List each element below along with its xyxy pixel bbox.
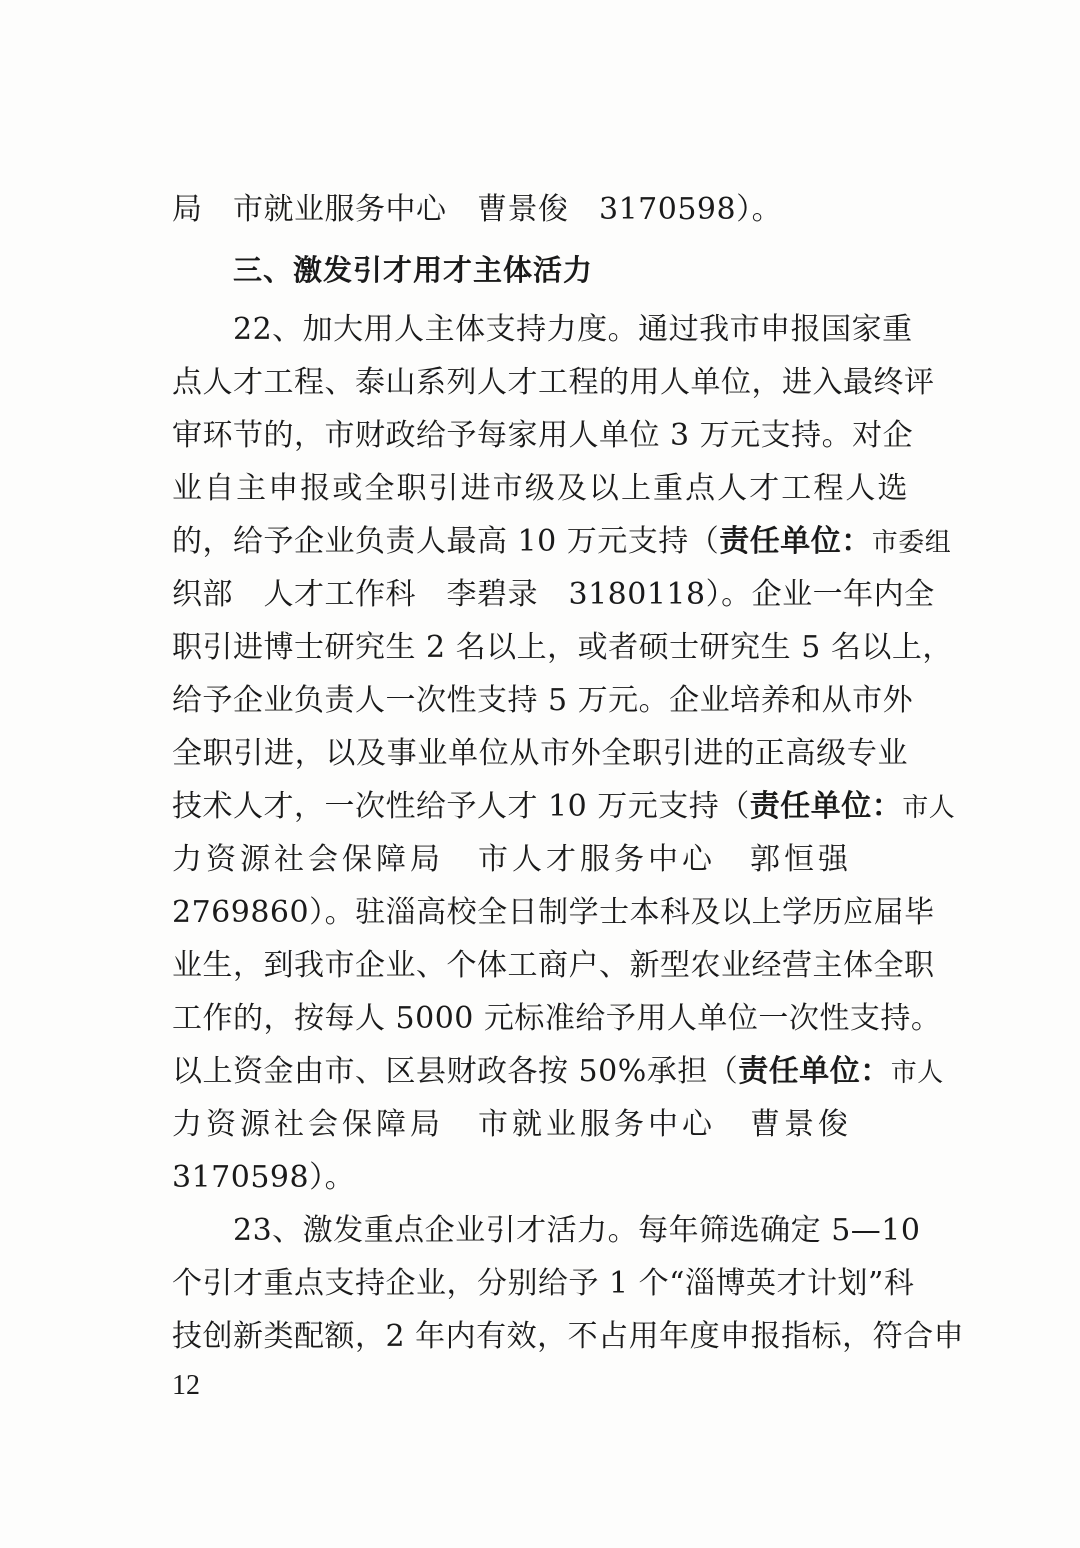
line-text: 点人才工程、泰山系列人才工程的用人单位，进入最终评 [172, 365, 935, 400]
paragraph-line [172, 522, 952, 562]
paragraph-line [172, 787, 956, 827]
paragraph-line [172, 734, 908, 774]
line-text: 技创新类配额，2 年内有效，不占用年度申报指标，符合申 [172, 1319, 965, 1354]
line-text: 市人 [890, 1058, 944, 1088]
paragraph-line [172, 416, 914, 456]
line-text: 3170598）。 [172, 1160, 356, 1195]
line-text: 市委组 [871, 528, 952, 558]
line-text: 力资源社会保障局 市就业服务中心 曹景俊 [172, 1107, 852, 1142]
line-text: 2769860）。驻淄高校全日制学士本科及以上学历应届毕 [172, 895, 935, 930]
line-text: 审环节的，市财政给予每家用人单位 3 万元支持。对企 [172, 418, 914, 453]
line-text: 给予企业负责人一次性支持 5 万元。企业培养和从市外 [172, 683, 914, 718]
paragraph-line [172, 1052, 944, 1092]
line-text: 工作的，按每人 5000 元标准给予用人单位一次性支持。 [172, 1001, 942, 1036]
responsible-unit-label: 责任单位： [738, 1054, 891, 1089]
line-text: 个引才重点支持企业，分别给予 1 个“淄博英才计划”科 [172, 1266, 915, 1301]
line-text: 市人 [902, 793, 956, 823]
paragraph-line [172, 1264, 915, 1304]
line-text: 23、激发重点企业引才活力。每年筛选确定 5—10 [233, 1213, 921, 1248]
paragraph-line [233, 1211, 921, 1251]
paragraph-line [172, 999, 942, 1039]
paragraph-line [172, 190, 908, 230]
paragraph-line [172, 681, 914, 721]
line-text: 业生，到我市企业、个体工商户、新型农业经营主体全职 [172, 948, 935, 983]
section-heading-text: 三、激发引才用才主体活力 [233, 253, 594, 287]
paragraph-line [233, 310, 913, 350]
line-text: 以上资金由市、区县财政各按 50%承担（ [172, 1054, 739, 1089]
paragraph-line [172, 575, 935, 615]
line-text: 22、加大用人主体支持力度。通过我市申报国家重 [233, 312, 913, 347]
page-number: 12 [172, 1370, 200, 1401]
paragraph-line [172, 628, 953, 668]
paragraph-line [172, 893, 935, 933]
paragraph-line [172, 1105, 908, 1145]
line-text: 全职引进，以及事业单位从市外全职引进的正高级专业 [172, 736, 908, 771]
line-text: 织部 人才工作科 李碧录 3180118）。企业一年内全 [172, 577, 935, 612]
paragraph-line [172, 1317, 965, 1357]
line-text: 局 市就业服务中心 曹景俊 3170598）。 [172, 192, 783, 227]
line-text: 业自主申报或全职引进市级及以上重点人才工程人选 [172, 471, 908, 506]
paragraph-line [172, 1158, 908, 1198]
paragraph-line [172, 946, 935, 986]
line-text: 技术人才，一次性给予人才 10 万元支持（ [172, 789, 750, 824]
line-text: 的，给予企业负责人最高 10 万元支持（ [172, 524, 720, 559]
line-text: 职引进博士研究生 2 名以上，或者硕士研究生 5 名以上， [172, 630, 953, 665]
responsible-unit-label: 责任单位： [719, 524, 872, 559]
paragraph-line [172, 363, 935, 403]
paragraph-line [172, 840, 908, 880]
responsible-unit-label: 责任单位： [749, 789, 903, 824]
paragraph-line [172, 469, 908, 509]
line-text: 力资源社会保障局 市人才服务中心 郭恒强 [172, 842, 852, 877]
section-heading [233, 250, 908, 290]
